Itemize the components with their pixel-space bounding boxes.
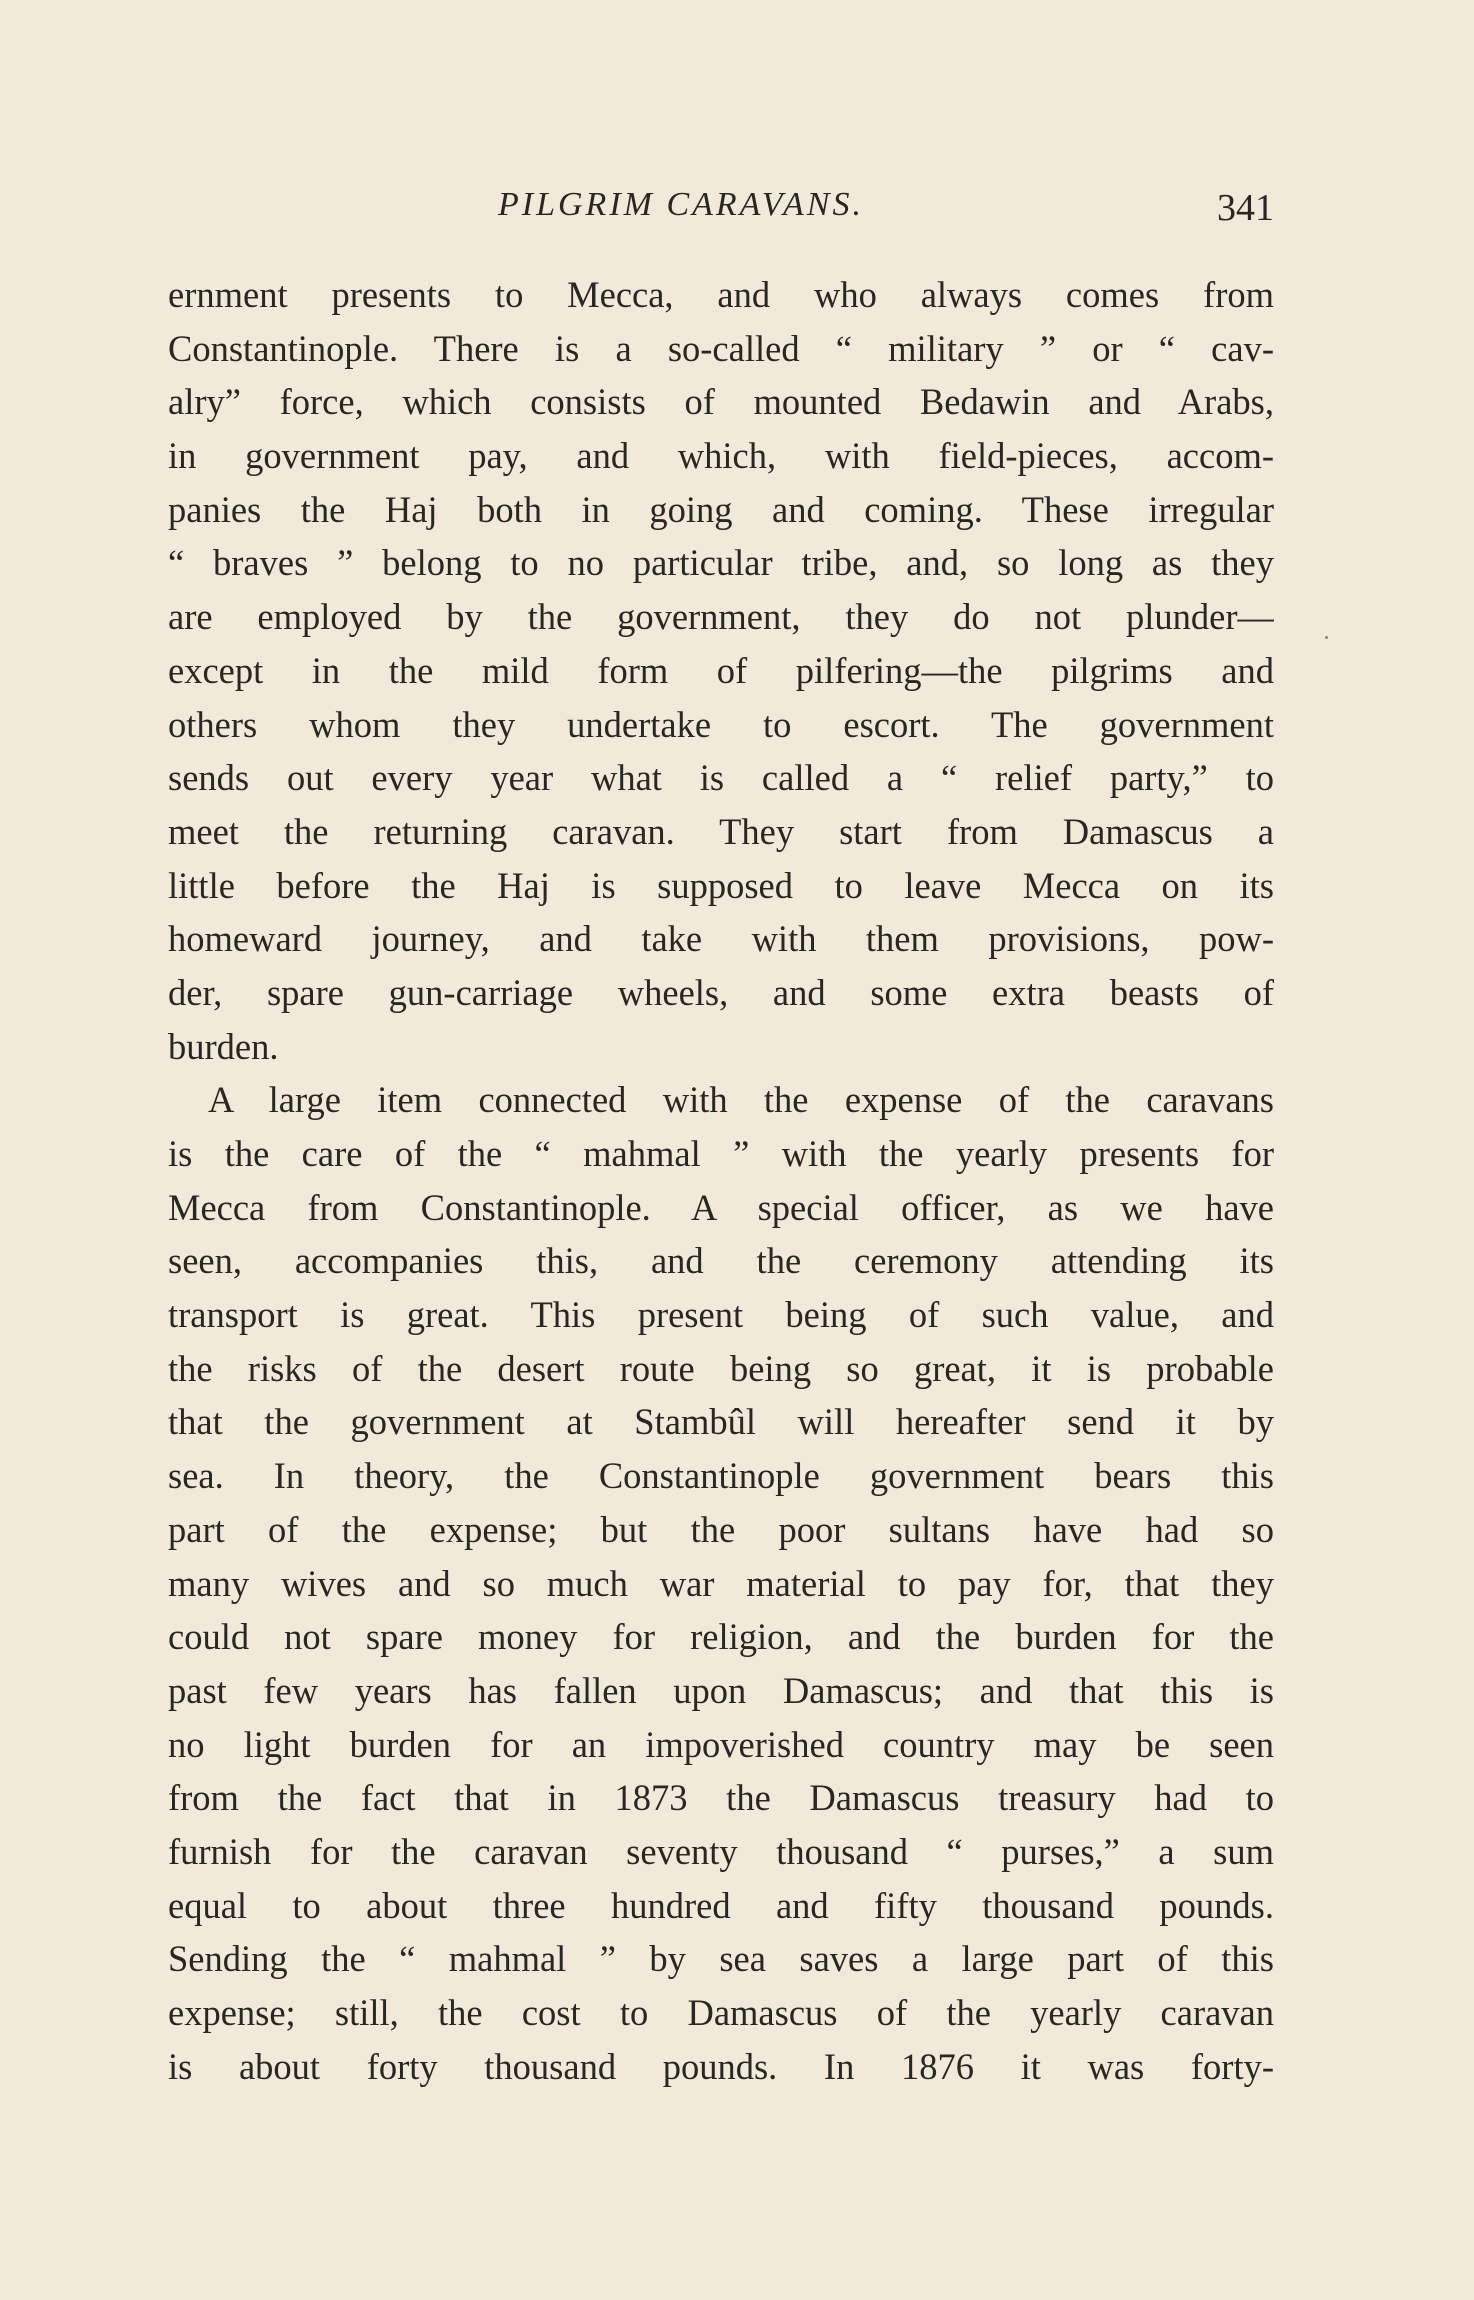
paragraph-2 xyxy=(168,1073,1274,2093)
text-line: homeward journey, and take with them provisions, pow- xyxy=(168,918,1274,960)
text-line: that the government at Stambûl will hereafter send it by xyxy=(168,1401,1274,1443)
text-line: except in the mild form of pilfering—the pilgrims and xyxy=(168,649,1274,691)
text-line: Constantinople. There is a so-called “ military ” or “ cav- xyxy=(168,327,1274,369)
text-line: sea. In theory, the Constantinople government bears this xyxy=(168,1455,1274,1497)
text-line: ernment presents to Mecca, and who always comes from xyxy=(168,274,1274,315)
text-line: past few years has fallen upon Damascus; and that this is xyxy=(168,1669,1274,1711)
text-line: in government pay, and which, with field-pieces, accom- xyxy=(168,435,1274,477)
text-line: “ braves ” belong to no particular tribe, and, so long as they xyxy=(168,542,1274,584)
text-line: the risks of the desert route being so great, it is probable xyxy=(168,1347,1274,1389)
text-line: expense; still, the cost to Damascus of the yearly caravan xyxy=(168,1992,1274,2033)
page-number: 341 xyxy=(1217,187,1274,229)
running-title: PILGRIM CARAVANS. xyxy=(498,186,864,223)
text-line: little before the Haj is supposed to leave Mecca on its xyxy=(168,864,1274,906)
text-line: sends out every year what is called a “ relief party,” to xyxy=(168,757,1274,799)
text-line: others whom they undertake to escort. The government xyxy=(168,703,1274,745)
text-line: part of the expense; but the poor sultans have had so xyxy=(168,1508,1274,1550)
text-line: A large item connected with the expense of the caravans xyxy=(208,1079,1274,1121)
text-line: transport is great. This present being of such value, and xyxy=(168,1294,1274,1336)
text-line: burden. xyxy=(168,1025,279,1067)
paragraph-1 xyxy=(168,268,1274,1073)
text-line: Sending the “ mahmal ” by sea saves a large part of this xyxy=(168,1938,1274,1980)
body-text xyxy=(168,268,1274,2093)
text-line: is about forty thousand pounds. In 1876 it was forty- xyxy=(168,2045,1274,2087)
text-line: are employed by the government, they do not plunder— xyxy=(168,596,1274,638)
text-line: der, spare gun-carriage wheels, and some extra beasts of xyxy=(168,971,1274,1013)
text-line: many wives and so much war material to pay for, that they xyxy=(168,1562,1274,1604)
text-line: is the care of the “ mahmal ” with the yearly presents for xyxy=(168,1133,1274,1174)
text-line: panies the Haj both in going and coming. These irregular xyxy=(168,488,1274,530)
text-line: meet the returning caravan. They start from Damascus a xyxy=(168,810,1274,852)
text-line: could not spare money for religion, and the burden for the xyxy=(168,1616,1274,1658)
text-line: no light burden for an impoverished country may be seen xyxy=(168,1723,1274,1765)
page-header xyxy=(168,186,1274,246)
text-line: equal to about three hundred and fifty thousand pounds. xyxy=(168,1884,1274,1926)
text-line: Mecca from Constantinople. A special officer, as we have xyxy=(168,1186,1274,1228)
text-line: alry” force, which consists of mounted Bedawin and Arabs, xyxy=(168,381,1274,423)
text-line: seen, accompanies this, and the ceremony attending its xyxy=(168,1240,1274,1282)
margin-speck xyxy=(1325,636,1328,639)
text-line: furnish for the caravan seventy thousand “ purses,” a sum xyxy=(168,1830,1274,1872)
text-line: from the fact that in 1873 the Damascus treasury had to xyxy=(168,1777,1274,1819)
